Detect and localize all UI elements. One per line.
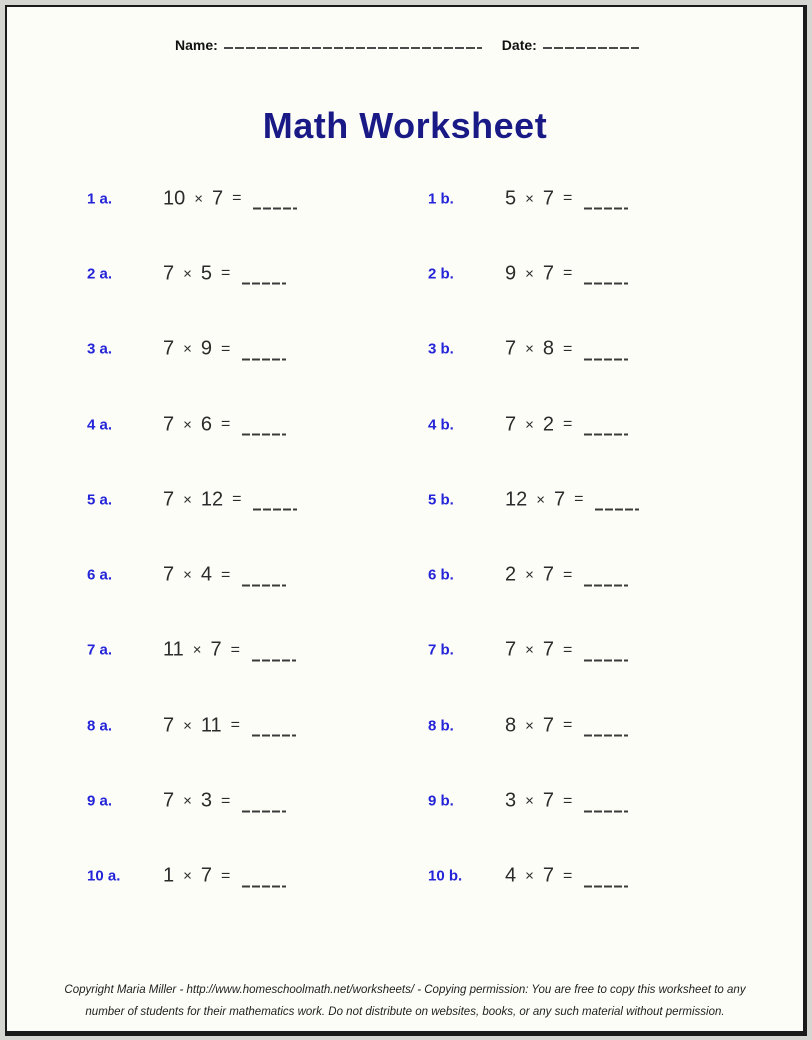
factor-2: 7: [542, 864, 555, 887]
problem-number: 6 b.: [428, 566, 454, 584]
answer-blank: [242, 584, 286, 586]
equals-sign: =: [230, 641, 240, 659]
multiply-sign: ×: [525, 641, 534, 659]
multiply-sign: ×: [194, 190, 204, 208]
answer-blank: [584, 434, 628, 436]
problem-number: 9 a.: [87, 792, 113, 810]
factor-2: 8: [542, 337, 555, 360]
answer-blank: [253, 509, 297, 511]
equals-sign: =: [563, 189, 573, 207]
problem-number: 9 b.: [428, 792, 454, 810]
answer-blank: [252, 659, 296, 661]
date-label: Date:: [501, 37, 537, 53]
page-title: Math Worksheet: [262, 105, 548, 146]
problem-expression: [505, 488, 639, 511]
multiply-sign: ×: [183, 867, 192, 885]
problem-expression: [163, 639, 296, 662]
answer-blank: [584, 885, 628, 887]
problem-number: 2 a.: [87, 265, 113, 283]
factor-2: 5: [200, 262, 213, 285]
problem-row: [7, 763, 803, 838]
problem-number: 10 a.: [87, 867, 121, 885]
factor-1: 7: [163, 337, 175, 360]
multiply-sign: ×: [525, 190, 534, 208]
factor-1: 2: [505, 563, 517, 586]
problems-grid: [7, 161, 803, 914]
problem-row: [7, 312, 803, 387]
problem-row: [7, 236, 803, 311]
multiply-sign: ×: [525, 416, 534, 434]
problem-row: [7, 537, 803, 612]
answer-blank: [242, 885, 286, 887]
problem-number: 5 b.: [428, 491, 454, 509]
answer-blank: [584, 208, 628, 210]
factor-1: 7: [163, 488, 175, 511]
answer-blank: [584, 810, 628, 812]
problem-number: 5 a.: [87, 491, 113, 509]
equals-sign: =: [563, 641, 573, 659]
equals-sign: =: [563, 566, 573, 584]
multiply-sign: ×: [525, 717, 534, 735]
name-blank-line: [224, 47, 482, 49]
factor-1: 7: [163, 262, 175, 285]
factor-1: 7: [163, 563, 175, 586]
answer-blank: [252, 735, 296, 737]
problem-expression: [505, 564, 628, 587]
equals-sign: =: [563, 792, 573, 810]
answer-blank: [595, 509, 639, 511]
equals-sign: =: [221, 415, 231, 433]
factor-2: 7: [542, 187, 555, 210]
problem-expression: [163, 338, 286, 361]
multiply-sign: ×: [183, 566, 192, 584]
multiply-sign: ×: [183, 265, 192, 283]
answer-blank: [584, 735, 628, 737]
problem-number: 4 b.: [428, 416, 454, 434]
factor-1: 7: [505, 638, 517, 661]
multiply-sign: ×: [183, 717, 192, 735]
factor-1: 3: [505, 789, 517, 812]
factor-2: 12: [200, 488, 224, 511]
factor-2: 7: [200, 864, 213, 887]
problem-expression: [163, 187, 297, 210]
equals-sign: =: [221, 792, 231, 810]
answer-blank: [253, 208, 297, 210]
factor-2: 7: [542, 563, 555, 586]
problem-number: 2 b.: [428, 265, 454, 283]
factor-1: 7: [505, 337, 517, 360]
problem-number: 8 a.: [87, 717, 113, 735]
equals-sign: =: [221, 867, 231, 885]
answer-blank: [584, 584, 628, 586]
factor-2: 7: [210, 638, 222, 661]
multiply-sign: ×: [183, 792, 192, 810]
factor-2: 11: [200, 714, 222, 737]
factor-1: 7: [505, 413, 517, 436]
equals-sign: =: [563, 867, 573, 885]
multiply-sign: ×: [525, 265, 534, 283]
multiply-sign: ×: [183, 416, 192, 434]
problem-number: 7 a.: [87, 641, 113, 659]
problem-row: [7, 161, 803, 236]
problem-row: [7, 462, 803, 537]
equals-sign: =: [563, 716, 573, 734]
problem-expression: [505, 639, 628, 662]
problem-number: 6 a.: [87, 566, 113, 584]
problem-number: 1 a.: [87, 190, 113, 208]
factor-1: 4: [505, 864, 517, 887]
problem-expression: [505, 865, 628, 888]
factor-1: 12: [505, 488, 528, 511]
factor-2: 6: [200, 413, 213, 436]
factor-2: 7: [542, 789, 555, 812]
problem-expression: [505, 413, 628, 436]
multiply-sign: ×: [183, 491, 192, 509]
equals-sign: =: [221, 566, 231, 584]
equals-sign: =: [221, 340, 231, 358]
factor-1: 8: [505, 714, 517, 737]
factor-2: 9: [200, 337, 213, 360]
problem-number: 1 b.: [428, 190, 454, 208]
factor-1: 5: [505, 187, 517, 210]
answer-blank: [242, 283, 286, 285]
answer-blank: [242, 810, 286, 812]
multiply-sign: ×: [192, 641, 202, 659]
problem-expression: [505, 262, 628, 285]
worksheet-page: [5, 5, 807, 1036]
factor-1: 7: [163, 789, 175, 812]
problem-number: 3 a.: [87, 340, 113, 358]
equals-sign: =: [563, 264, 573, 282]
problem-expression: [163, 564, 286, 587]
factor-2: 4: [200, 563, 213, 586]
problem-number: 3 b.: [428, 340, 454, 358]
factor-2: 3: [200, 789, 213, 812]
answer-blank: [584, 283, 628, 285]
problem-expression: [163, 488, 297, 511]
factor-1: 1: [163, 864, 175, 887]
problem-row: [7, 688, 803, 763]
multiply-sign: ×: [525, 566, 534, 584]
equals-sign: =: [563, 340, 573, 358]
problem-expression: [163, 413, 286, 436]
factor-1: 7: [163, 714, 175, 737]
equals-sign: =: [221, 264, 231, 282]
equals-sign: =: [232, 490, 242, 508]
multiply-sign: ×: [536, 491, 546, 509]
multiply-sign: ×: [525, 867, 534, 885]
problem-expression: [163, 262, 286, 285]
problem-number: 10 b.: [428, 867, 463, 885]
factor-2: 7: [542, 714, 555, 737]
problem-row: [7, 613, 803, 688]
multiply-sign: ×: [525, 340, 534, 358]
answer-blank: [242, 434, 286, 436]
copyright-line-2: number of students for their mathematics work. Do not distribute on websites, books, or any such material without permission.: [85, 1006, 725, 1018]
factor-1: 11: [163, 638, 184, 661]
multiply-sign: ×: [525, 792, 534, 810]
copyright-footer: [7, 979, 803, 1023]
header: [175, 37, 639, 53]
factor-1: 7: [163, 413, 175, 436]
factor-2: 7: [542, 262, 555, 285]
answer-blank: [242, 358, 286, 360]
factor-2: 2: [542, 413, 555, 436]
problem-number: 8 b.: [428, 717, 454, 735]
equals-sign: =: [563, 415, 573, 433]
factor-1: 9: [505, 262, 517, 285]
factor-1: 10: [163, 187, 186, 210]
problem-number: 7 b.: [428, 641, 454, 659]
copyright-line-1: Copyright Maria Miller - http://www.homeschoolmath.net/worksheets/ - Copying permission: You are free to copy this worksheet to any: [64, 984, 746, 996]
problem-expression: [163, 790, 286, 813]
factor-2: 7: [542, 638, 555, 661]
problem-expression: [505, 338, 628, 361]
problem-expression: [163, 714, 296, 737]
problem-row: [7, 387, 803, 462]
equals-sign: =: [232, 189, 242, 207]
answer-blank: [584, 659, 628, 661]
problem-number: 4 a.: [87, 416, 113, 434]
multiply-sign: ×: [183, 340, 192, 358]
equals-sign: =: [574, 490, 584, 508]
date-blank-line: [543, 47, 639, 49]
problem-expression: [163, 865, 286, 888]
name-label: Name:: [175, 37, 218, 53]
problem-expression: [505, 714, 628, 737]
factor-2: 7: [212, 187, 224, 210]
problem-row: [7, 839, 803, 914]
problem-expression: [505, 790, 628, 813]
answer-blank: [584, 358, 628, 360]
problem-expression: [505, 187, 628, 210]
factor-2: 7: [554, 488, 566, 511]
equals-sign: =: [230, 716, 240, 734]
